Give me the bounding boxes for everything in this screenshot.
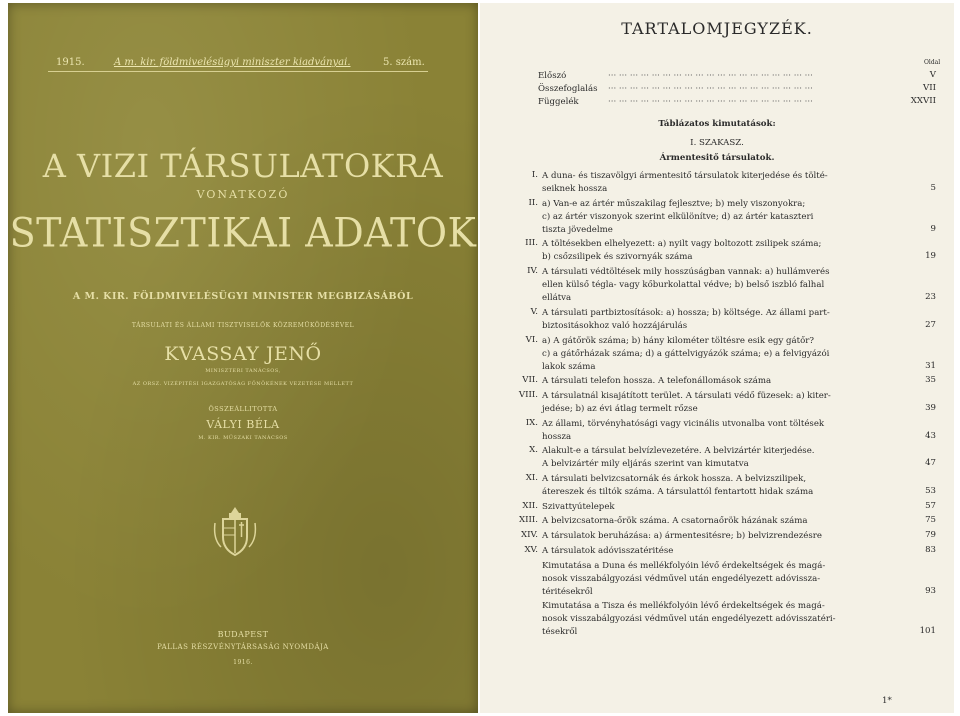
front-matter-page: VII — [923, 83, 936, 93]
front-matter-label: Összefoglalás — [538, 84, 598, 94]
entry-text-line: A társulati belvizcsatornák és árkok hossza. A belvizszilipek, — [542, 474, 807, 484]
cover-title-line3: STATISZTIKAI ADATOK — [9, 209, 477, 257]
cover-author-title2: AZ ORSZ. VIZÉPITÉSI IGAZGATÓSÁG FŐNÖKÉNEK VEZETÉSE MELLETT — [132, 381, 354, 387]
entry-text-line: ellen külső tégla- vagy kőburkolattal védve; b) belső iszbló falhal — [542, 280, 825, 291]
entry-text-line: átereszek és tiltók száma. A társulattól fentartott hidak száma — [542, 487, 814, 497]
entry-text-line: A társulati védtöltések mily hosszúságban vannak: a) hullámverés — [542, 267, 830, 278]
entry-text-line: a) Van-e az ártér műszakilag fejlesztve; b) mely viszonyokra; — [542, 198, 806, 209]
entry-page: 5 — [930, 183, 936, 193]
page-column-label: Oldal — [924, 59, 941, 66]
entry-text-line: nosok visszabálgyozási védművel után engedélyezett adóvisszatéri- — [542, 614, 836, 625]
entry-text-line: seiknek hossza — [542, 184, 608, 194]
entry-page: 23 — [925, 292, 936, 303]
entry-text-line: A belvizcsatorna-őrök száma. A csatornaőrök házának száma — [542, 516, 808, 527]
entry-text-line: A töltésekben elhelyezett: a) nyilt vagy boltozott zsilipek száma; — [542, 239, 822, 250]
coat-of-arms-icon — [211, 503, 259, 559]
leader-dots: ··· ··· ··· ··· ··· ··· ··· ··· ··· ··· ··· ··· ··· ··· ··· ··· ··· ··· ··· — [608, 84, 813, 94]
entry-page: 53 — [925, 486, 936, 496]
cover-publisher: PALLAS RÉSZVÉNYTÁRSASÁG NYOMDÁJA — [157, 643, 329, 651]
entry-page: 35 — [925, 375, 936, 386]
entry-text-line: tiszta jövedelme — [542, 224, 613, 235]
entry-text-line: A társulatok adóvisszatéritése — [542, 545, 674, 556]
entry-text-line: A társulati partbiztosítások: a) hossza; b) költsége. Az állami part- — [542, 307, 830, 318]
front-matter-page: V — [929, 70, 936, 80]
book-cover — [8, 3, 478, 713]
front-matter-page: XXVII — [910, 96, 936, 106]
cover-author: KVASSAY JENŐ — [164, 343, 322, 365]
entry-page: 9 — [930, 223, 936, 234]
entry-number: X. — [529, 445, 538, 456]
front-matter-label: Függelék — [538, 97, 579, 107]
entry-text-line: c) az ártér viszonyok szerint elkülönítve; d) az ártér kataszteri — [542, 211, 814, 222]
entry-number: II. — [528, 197, 538, 208]
entry-text-line: biztositásokhoz való hozzájárulás — [542, 320, 688, 331]
entry-page: 93 — [925, 585, 936, 596]
entry-text-line: tésekről — [542, 627, 578, 638]
entry-number: IX. — [525, 417, 538, 428]
entry-text-line: A duna- és tiszavölgyi ármentesitő társulatok kiterjedése és tölté- — [542, 171, 828, 181]
entry-page: 75 — [925, 515, 936, 526]
entry-page: 101 — [919, 626, 936, 637]
signature-mark: 1* — [882, 696, 892, 706]
contents-page — [480, 3, 954, 713]
cover-top-year: 1915. — [56, 57, 85, 68]
cover-series-line — [48, 55, 428, 72]
entry-page: 39 — [925, 402, 936, 413]
entry-number: XV. — [524, 544, 538, 555]
entry-page: 83 — [925, 544, 936, 555]
entry-text-line: b) csőzsilipek és szivornyák száma — [542, 252, 693, 263]
entry-page: 47 — [925, 458, 936, 469]
entry-page: 43 — [925, 430, 936, 441]
front-matter-label: Előszó — [538, 71, 567, 81]
cover-title-line1: A VIZI TÁRSULATOKRA — [42, 147, 444, 185]
entry-page: 31 — [925, 360, 936, 371]
entry-text-line: téritésekről — [542, 586, 593, 597]
entry-page: 19 — [925, 251, 936, 262]
entry-text-line: A társulatok beruházása: a) ármentesitésre; b) belvizrendezésre — [542, 531, 822, 542]
entry-text-line: lakok száma — [542, 361, 596, 372]
leader-dots: ··· ··· ··· ··· ··· ··· ··· ··· ··· ··· ··· ··· ··· ··· ··· ··· ··· ··· ··· — [608, 71, 813, 81]
entry-text-line: Alakult-e a társulat belvízlevezetére. A belvizártér kiterjedése. — [542, 446, 815, 457]
entry-text-line: c) a gátőrházak száma; d) a gáttelvigyázók száma; e) a felvigyázói — [542, 348, 830, 359]
entry-page: 79 — [925, 530, 936, 541]
entry-number: IV. — [527, 266, 538, 277]
entry-text-line: Kimutatása a Tisza és mellékfolyóin lévő érdekeltségek és magá- — [542, 601, 825, 612]
entry-text-line: nosok visszabálgyozási védművel után engedélyezett adóvissza- — [542, 573, 821, 584]
cover-author-title1: MINISZTERI TANÁCSOS, — [205, 368, 281, 374]
entry-text-line: A társulati telefon hossza. A telefonállomások száma — [542, 376, 772, 387]
cover-editor-label: ÖSSZEÁLLITOTTA — [208, 405, 278, 413]
entry-text-line: Szivattyútelepek — [542, 501, 615, 512]
entry-number: V. — [530, 306, 538, 317]
entry-text-line: a) A gátőrök száma; b) hány kilométer töltésre esik egy gátőr? — [542, 335, 815, 346]
entry-number: VII. — [522, 375, 538, 386]
entry-text-line: A társulatnál kisajátított terület. A társulati védő füzesek: a) kiter- — [542, 390, 831, 401]
entry-text-line: hossza — [542, 431, 572, 442]
entry-number: VI. — [525, 334, 538, 345]
entry-text-line: ellátva — [542, 293, 572, 304]
cover-top-series: A m. kir. földmivelésügyi miniszter kiadványai. — [114, 57, 351, 68]
entry-page: 57 — [925, 500, 936, 511]
contents-title: TARTALOMJEGYZÉK. — [621, 19, 813, 38]
cover-editor: VÁLYI BÉLA — [206, 418, 280, 431]
entry-number: XI. — [525, 473, 538, 483]
entry-number: I. — [531, 170, 538, 180]
entry-number: VIII. — [518, 389, 538, 400]
entry-number: XIII. — [518, 515, 538, 526]
entry-number: III. — [525, 238, 538, 249]
cover-year: 1916. — [233, 659, 253, 666]
section-heading: I. SZAKASZ. — [690, 138, 744, 148]
entry-text-line: A belvizártér mily eljárás szerint van kimutatva — [542, 459, 749, 470]
cover-commission: A M. KIR. FÖLDMIVELÉSÜGYI MINISTER MEGBIZÁSÁBÓL — [72, 291, 414, 302]
cover-city: BUDAPEST — [217, 630, 269, 639]
leader-dots: ··· ··· ··· ··· ··· ··· ··· ··· ··· ··· ··· ··· ··· ··· ··· ··· ··· ··· ··· — [608, 97, 813, 107]
cover-editor-title: M. KIR. MŰSZAKI TANÁCSOS — [198, 435, 288, 441]
entry-page: 27 — [925, 319, 936, 330]
entry-text-line: Kimutatása a Duna és mellékfolyóin lévő érdekeltségek és magá- — [542, 560, 826, 571]
cover-subtitle-small: TÁRSULATI ÉS ÁLLAMI TISZTVISELŐK KÖZREMŰKÖDÉSÉVEL — [131, 322, 355, 329]
cover-title-line2: VONATKOZÓ — [196, 188, 290, 201]
entry-text-line: Az állami, törvényhatósági vagy vicinális utvonalba vont töltések — [542, 418, 825, 429]
entry-number: XII. — [522, 500, 538, 511]
section-subheading: Ármentesitő társulatok. — [659, 153, 775, 163]
cover-top-number: 5. szám. — [383, 57, 425, 68]
entry-text-line: jedése; b) az évi átlag termelt rőzse — [542, 403, 698, 414]
tables-heading: Táblázatos kimutatások: — [658, 119, 776, 129]
entry-number: XIV. — [521, 530, 538, 541]
